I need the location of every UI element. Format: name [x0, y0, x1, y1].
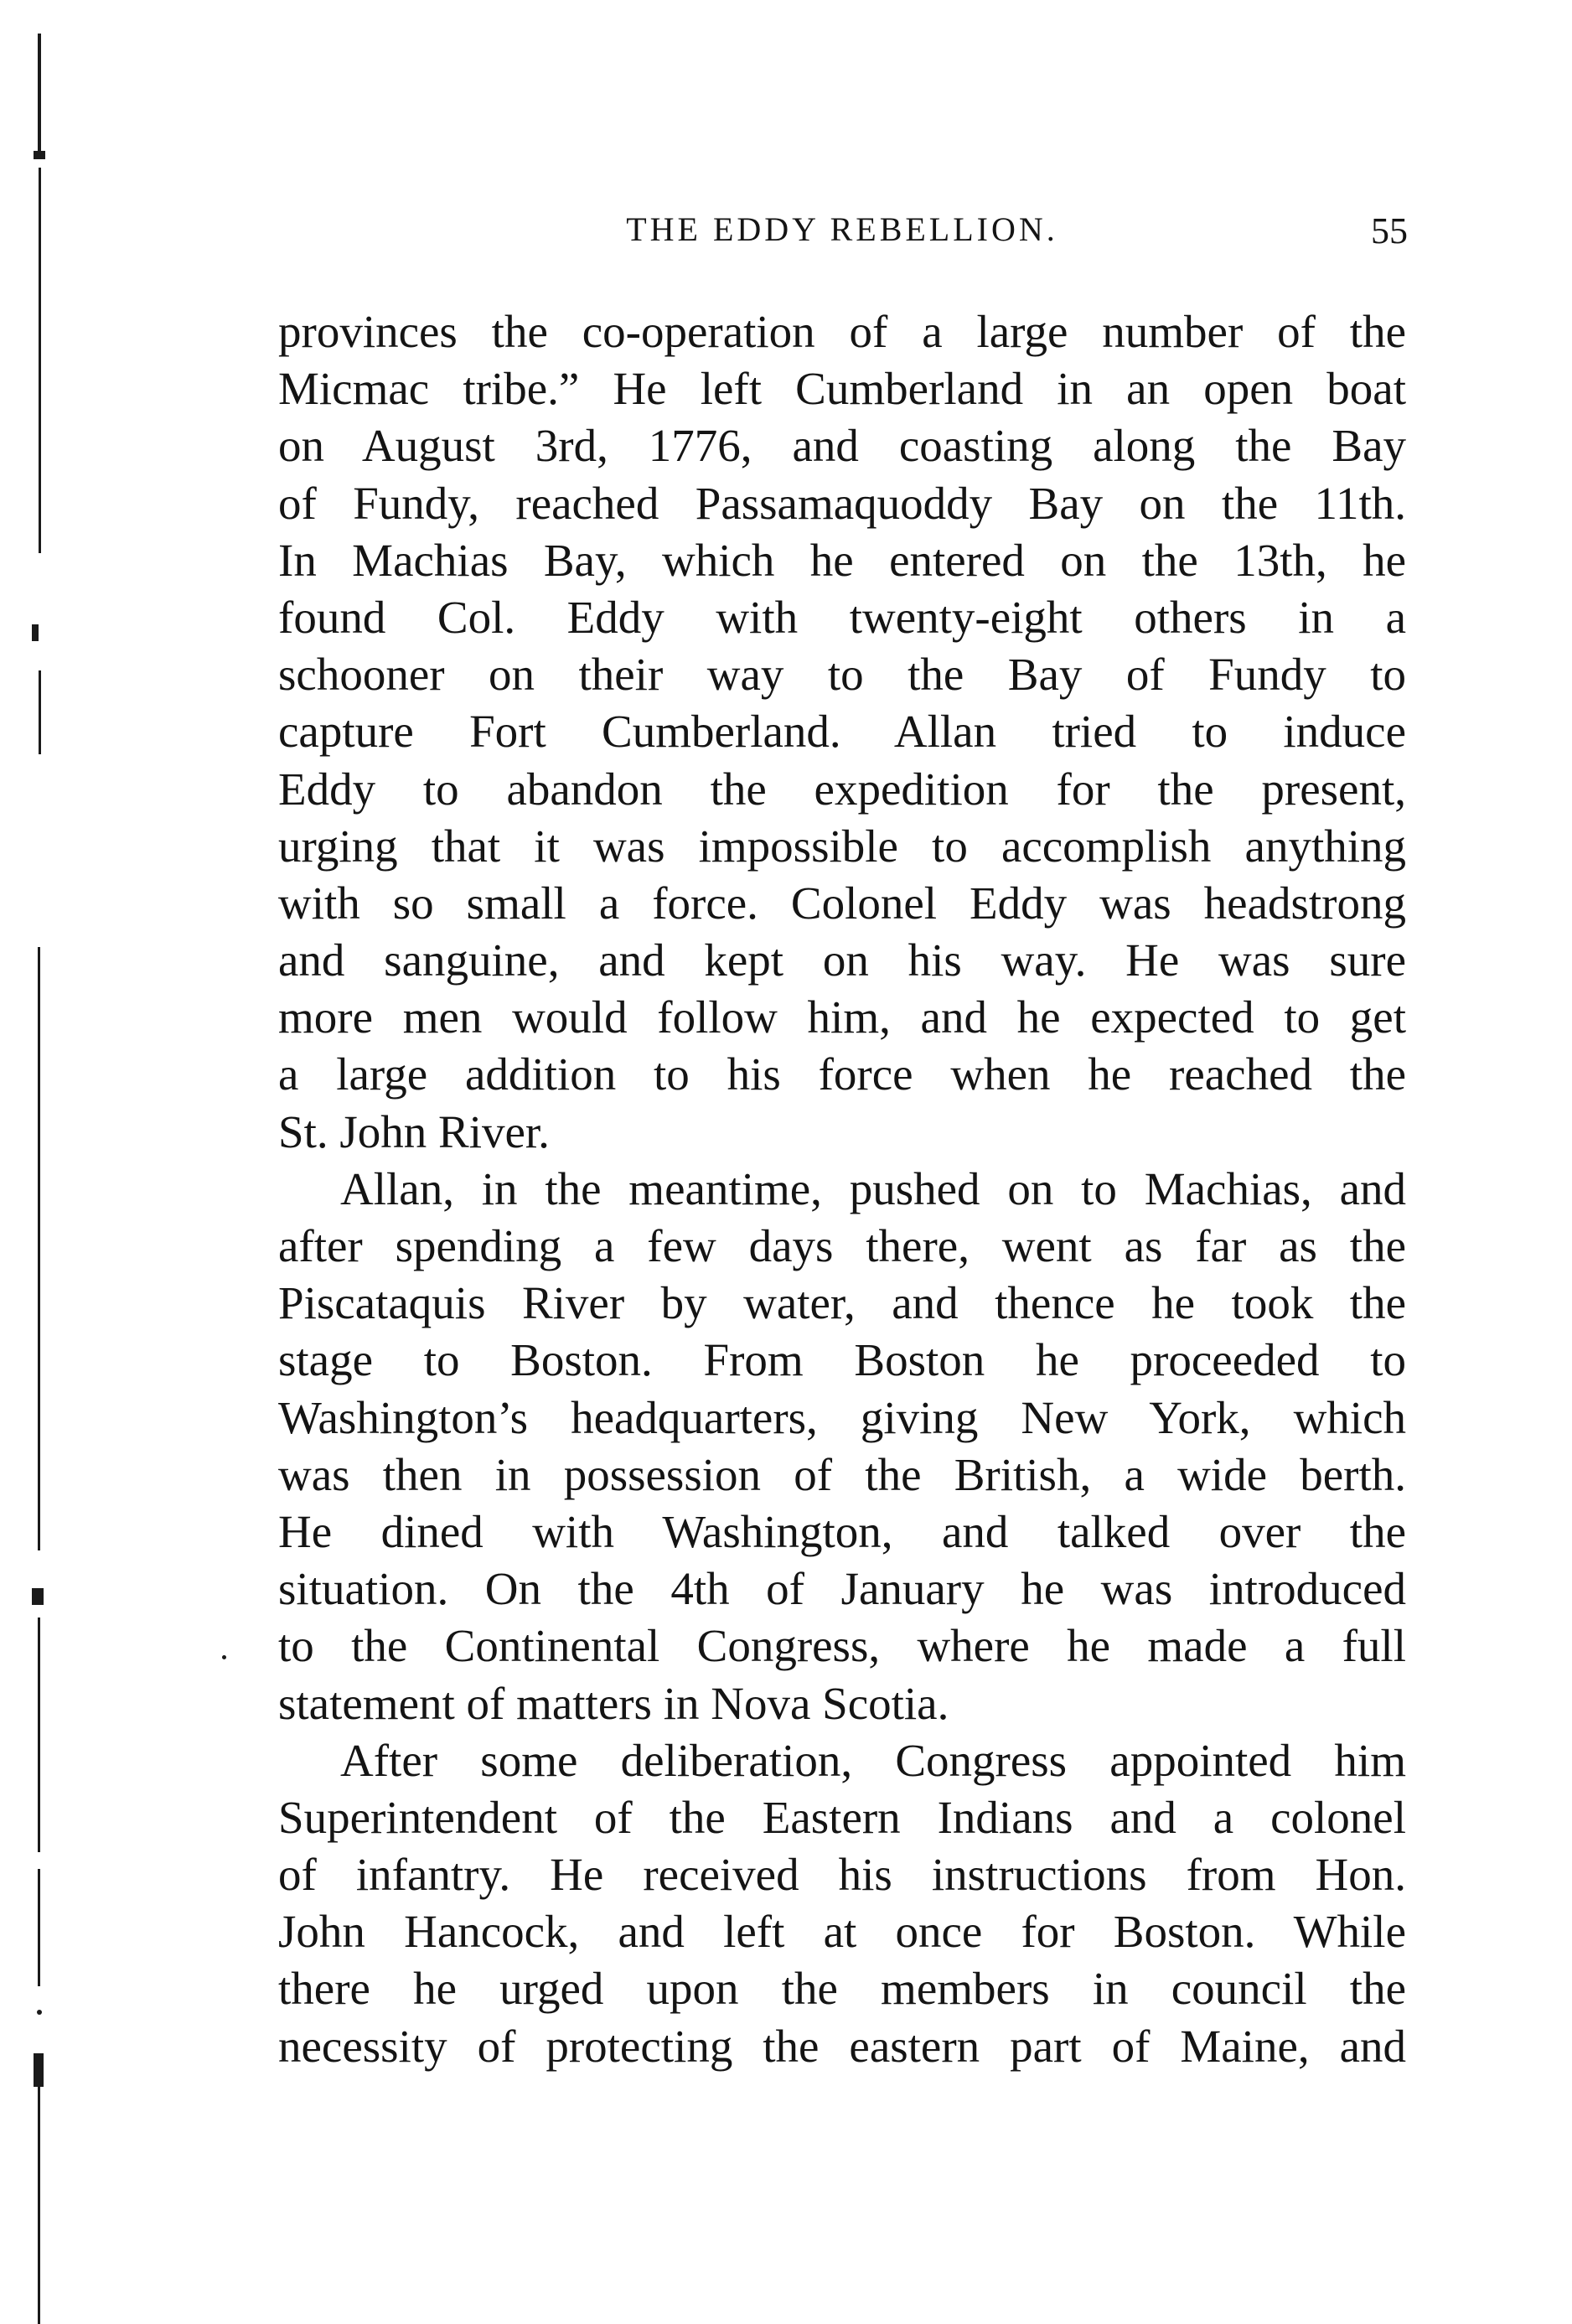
text-line: to the Continental Congress, where he made a full: [278, 1620, 1406, 1672]
text-line: John Hancock, and left at once for Boston. While: [278, 1906, 1406, 1958]
text-line: there he urged upon the members in council the: [278, 1963, 1406, 2015]
text-line: necessity of protecting the eastern part of Maine, and: [278, 2020, 1406, 2072]
gutter-mark-top-tick: [34, 151, 45, 159]
gutter-mark-lower3: [38, 1869, 40, 1986]
text-line: Piscataquis River by water, and thence he took the: [278, 1277, 1406, 1329]
gutter-mark-bottom: [38, 2087, 40, 2324]
text-line: on August 3rd, 1776, and coasting along the Bay: [278, 420, 1406, 472]
text-line: with so small a force. Colonel Eddy was headstrong: [278, 877, 1406, 929]
text-line: capture Fort Cumberland. Allan tried to induce: [278, 706, 1406, 758]
gutter-mark-bottom-tick: [34, 2053, 44, 2087]
text-line: was then in possession of the British, a wide berth.: [278, 1448, 1406, 1500]
text-line: of Fundy, reached Passamaquoddy Bay on the 11th.: [278, 477, 1406, 529]
text-line: Micmac tribe.” He left Cumberland in an open boat: [278, 363, 1406, 415]
gutter-mark-lower2: [38, 1617, 40, 1852]
body-text: [278, 303, 1406, 2075]
text-line: more men would follow him, and he expected to get: [278, 991, 1406, 1043]
text-line: of infantry. He received his instructions from Hon.: [278, 1849, 1406, 1901]
text-line: a large addition to his force when he reached the: [278, 1048, 1406, 1100]
page-number: 55: [1371, 210, 1408, 251]
text-line: He dined with Washington, and talked over the: [278, 1505, 1406, 1557]
gutter-mark-lower: [38, 947, 40, 1550]
gutter-mark-dot2: [37, 2010, 42, 2015]
text-line: and sanguine, and kept on his way. He was sure: [278, 934, 1406, 986]
text-line: St. John River.: [278, 1105, 550, 1157]
text-line: After some deliberation, Congress appointed him: [340, 1734, 1406, 1786]
gutter-mark-lower-tick: [32, 1588, 44, 1605]
text-line: Eddy to abandon the expedition for the present,: [278, 763, 1406, 815]
gutter-mark-dot: [222, 1655, 226, 1659]
paragraph-3: [278, 1732, 1406, 2075]
text-line: stage to Boston. From Boston he proceeded to: [278, 1334, 1406, 1386]
paragraph-1: [278, 303, 1406, 1161]
text-line: In Machias Bay, which he entered on the 13th, he: [278, 534, 1406, 586]
gutter-mark-upper-dot: [32, 624, 39, 641]
text-line: found Col. Eddy with twenty-eight others in a: [278, 591, 1406, 643]
text-line: Washington’s headquarters, giving New York, which: [278, 1391, 1406, 1443]
paragraph-2: [278, 1161, 1406, 1732]
running-header: [277, 210, 1408, 260]
text-line: statement of matters in Nova Scotia.: [278, 1677, 949, 1729]
text-line: provinces the co-operation of a large number of the: [278, 306, 1406, 357]
text-line: situation. On the 4th of January he was introduced: [278, 1563, 1406, 1615]
text-line: Allan, in the meantime, pushed on to Machias, and: [340, 1162, 1406, 1214]
gutter-mark-top: [38, 34, 41, 159]
text-line: Superintendent of the Eastern Indians and a colonel: [278, 1791, 1406, 1843]
text-line: urging that it was impossible to accomplish anything: [278, 820, 1406, 872]
text-line: schooner on their way to the Bay of Fundy to: [278, 649, 1406, 701]
gutter-mark-mid: [39, 670, 41, 754]
text-line: after spending a few days there, went as far as the: [278, 1220, 1406, 1271]
running-title: THE EDDY REBELLION.: [626, 210, 1058, 248]
gutter-mark-upper: [39, 168, 41, 553]
